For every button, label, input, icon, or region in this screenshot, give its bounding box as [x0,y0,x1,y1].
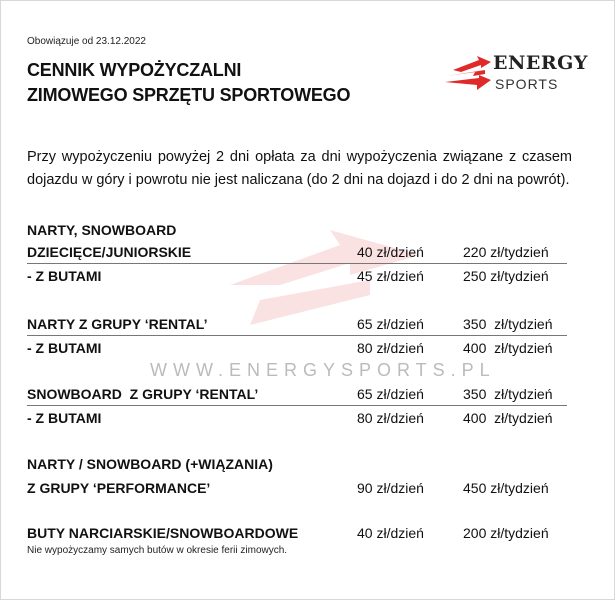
divider [27,263,567,264]
title-line-2: ZIMOWEGO SPRZĘTU SPORTOWEGO [27,85,351,105]
daily-price: 40 zł/dzień [357,525,424,541]
divider [27,335,567,336]
price-row [27,477,567,499]
title-line-1: CENNIK WYPOŻYCZALNI [27,60,242,80]
weekly-price: 350 zł/tydzień [463,386,553,402]
intro-paragraph: Przy wypożyczeniu powyżej 2 dni opłata za dni wypożyczenia związane z czasem dojazdu w góry i powrotu nie jest naliczana (do 2 dni na dojazd i do 2 dni na powrót). [27,149,572,188]
price-row [27,241,567,263]
daily-price: 45 zł/dzień [357,268,424,284]
item-name: - Z BUTAMI [27,340,102,356]
weekly-price: 450 zł/tydzień [463,480,549,496]
item-name: - Z BUTAMI [27,410,102,426]
effective-date: Obowiązuje od 23.12.2022 [27,36,146,47]
item-name: DZIECIĘCE/JUNIORSKIE [27,244,192,260]
daily-price: 90 zł/dzień [357,480,424,496]
logo-arrows-icon [445,56,491,90]
item-name: BUTY NARCIARSKIE/SNOWBOARDOWE [27,525,299,541]
logo-text-energy: ENERGY [493,52,588,74]
daily-price: 80 zł/dzień [357,410,424,426]
daily-price: 65 zł/dzień [357,386,424,402]
energy-sports-logo [445,54,595,96]
weekly-price: 220 zł/tydzień [463,244,549,260]
price-row [27,383,567,405]
price-row [27,337,567,359]
item-name: Z GRUPY ‘PERFORMANCE’ [27,480,211,496]
weekly-price: 200 zł/tydzień [463,525,549,541]
page-title [27,58,350,108]
group-heading [27,453,567,475]
weekly-price: 250 zł/tydzień [463,268,549,284]
item-name: NARTY Z GRUPY ‘RENTAL’ [27,316,208,332]
weekly-price: 400 zł/tydzień [463,410,553,426]
group-pre-label: NARTY / SNOWBOARD (+WIĄZANIA) [27,456,273,472]
weekly-price: 350 zł/tydzień [463,316,553,332]
daily-price: 40 zł/dzień [357,244,424,260]
group-pre-label: NARTY, SNOWBOARD [27,222,177,238]
watermark-text: WWW.ENERGYSPORTS.PL [150,360,496,380]
item-name: SNOWBOARD Z GRUPY ‘RENTAL’ [27,386,259,402]
group-heading [27,219,567,241]
daily-price: 80 zł/dzień [357,340,424,356]
price-row [27,313,567,335]
item-name: - Z BUTAMI [27,268,102,284]
footnote: Nie wypożyczamy samych butów w okresie ferii zimowych. [27,545,288,556]
price-row [27,407,567,429]
price-row [27,522,567,544]
weekly-price: 400 zł/tydzień [463,340,553,356]
price-row [27,265,567,287]
divider [27,405,567,406]
logo-text-sports: SPORTS [495,76,559,92]
daily-price: 65 zł/dzień [357,316,424,332]
